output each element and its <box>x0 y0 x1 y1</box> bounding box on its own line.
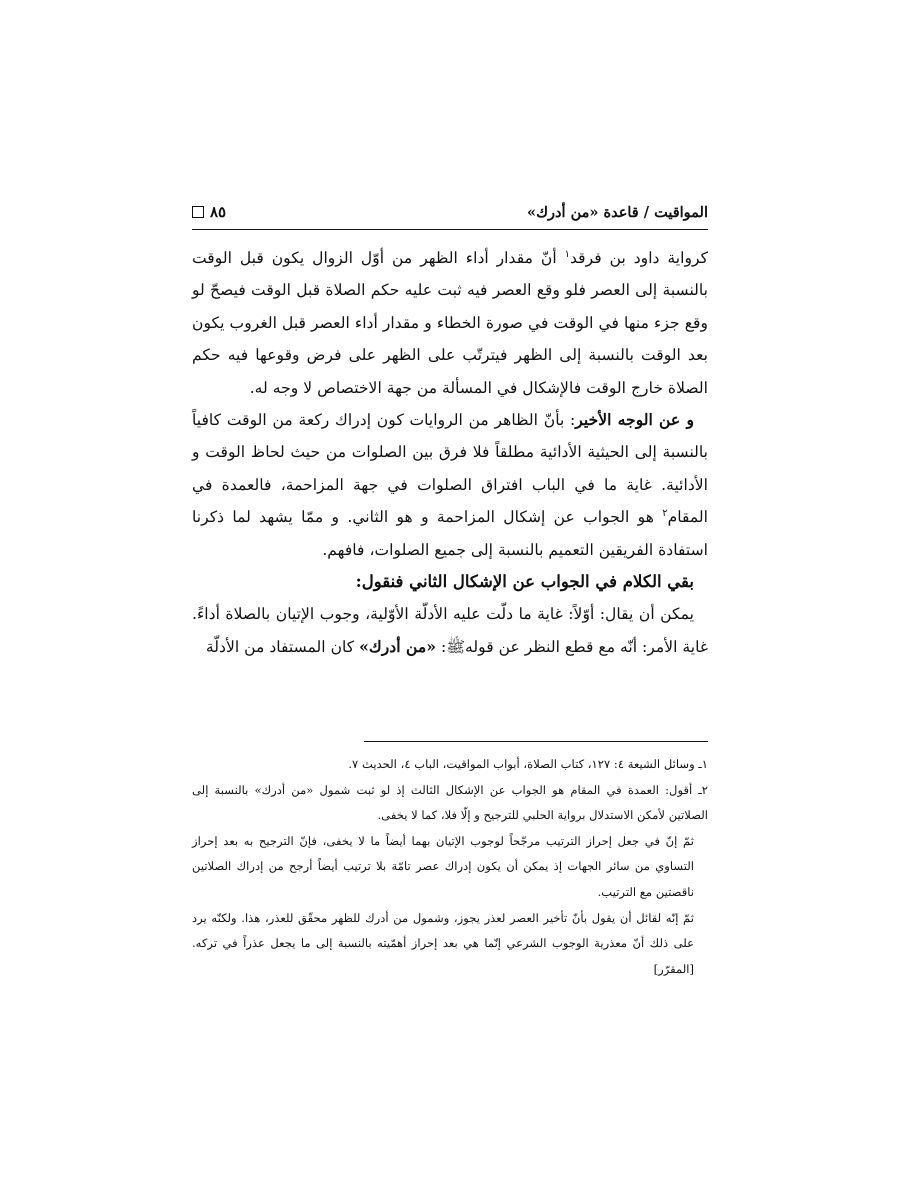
footnote-2: ٢ـ أقول: العمدة في المقام هو الجواب عن الإشكال الثالث إذ لو ثبت شمول «من أدرك» بالنسبة إلى الصلاتين لأمكن الاستدلال برواية الحلبي للترجيح و إلّا فلا، كما لا يخفى. <box>192 782 708 823</box>
footnote-2-tag: [المقرّر] <box>653 961 694 976</box>
footnote-1: ١ـ وسائل الشيعة ٤: ١٢٧، كتاب الصلاة، أبواب المواقيت، الباب ٤، الحديث ٧. <box>348 757 708 771</box>
footnote-ref-2: ٢ <box>662 508 668 520</box>
page-header <box>192 198 708 228</box>
page-number-text: ٨٥ <box>210 203 227 221</box>
quoted-phrase: «من أدرك» <box>359 636 436 656</box>
footnote-2-continuation-2 <box>192 906 708 983</box>
header-rule <box>192 229 708 230</box>
square-ornament-icon <box>192 206 204 218</box>
paragraph-3 <box>192 598 708 663</box>
paragraph-3-colon: : <box>435 637 447 656</box>
paragraph-1-start: كرواية داود بن فرقد <box>569 249 708 267</box>
paragraph-2-rest: هو الجواب عن إشكال المزاحمة و هو الثاني. و ممّا يشهد لما ذكرنا استفادة الفريقين التعميم بالنسبة إلى جميع الصلوات، فافهم. <box>192 508 708 559</box>
section-heading: بقي الكلام في الجواب عن الإشكال الثاني فنقول: <box>355 572 694 592</box>
paragraph-2-lead: و عن الوجه الأخير <box>575 410 694 430</box>
paragraph-1 <box>192 242 708 404</box>
footnote-2-text: ثمّ إنّه لقائل أن يقول بأنّ تأخير العصر لعذر يجوز، وشمول من أدرك للظهر محقّق للعذر، هذا. ولكنّه يرد على ذلك أنّ معذرية الوجوب الشرعي إنّما هي بعد إحراز أهمّيته بالنسبة إلى ما يجعل عذراً في تركه. <box>192 910 694 951</box>
running-title: المواقيت / قاعدة «من أدرك» <box>527 204 708 221</box>
paragraph-3-start: يمكن أن يقال: أوّلاً: غاية ما دلّت عليه الأدلّة الأوّلية، وجوب الإتيان بالصلاة أداءً. غاية الأمر: أنّه مع قطع النظر عن قوله <box>192 605 708 656</box>
paragraph-3-rest: كان المستفاد من الأدلّة <box>205 637 360 656</box>
paragraph-2 <box>192 404 708 566</box>
footnote-2-continuation: ثمّ إنّ في جعل إحراز الترتيب مرجّحاً لوجوب الإتيان بهما أيضاً ما لا يخفى، فإنّ الترجيح به بعد إحراز التساوي من سائر الجهات إذ يمكن أن يكون إدراك عصر تامّة بلا ترتيب أيضاً أرجح من إدراك الصلاتين ناقصتين مع الترتيب. <box>192 833 695 899</box>
page-number <box>192 203 226 221</box>
footnote-ref-1: ١ <box>564 248 570 260</box>
paragraph-2-start: : بأنّ الظاهر من الروايات كون إدراك ركعة من الوقت كافياً بالنسبة إلى الحيثية الأدائية مطلقاً فلا فرق بين الصلوات من حيث لحاظ الوقت و الأدائية. غاية ما في الباب افتراق الصلوات في جهة المزاحمة، فالعمدة في المقام <box>192 411 708 527</box>
paragraph-1-rest: أنّ مقدار أداء الظهر من أوّل الزوال يكون قبل الوقت بالنسبة إلى العصر فلو وقع العصر فيه ثبت عليه حكم الصلاة قبل الوقت فيصحّ لو وقع جزء منها في الوقت في صورة الخطاء و مقدار أداء العصر قبل الغروب يكون بعد الوقت بالنسبة إلى الظهر فيترتّب على الظهر على فرض وقوعها فيه حكم الصلاة خارج الوقت فالإشكال في المسألة من جهة الاختصاص لا وجه له. <box>192 249 708 397</box>
footnotes <box>192 752 708 982</box>
footnote-separator <box>364 741 708 742</box>
main-text <box>192 242 708 663</box>
honorific-mark: ﷺ <box>446 637 466 656</box>
